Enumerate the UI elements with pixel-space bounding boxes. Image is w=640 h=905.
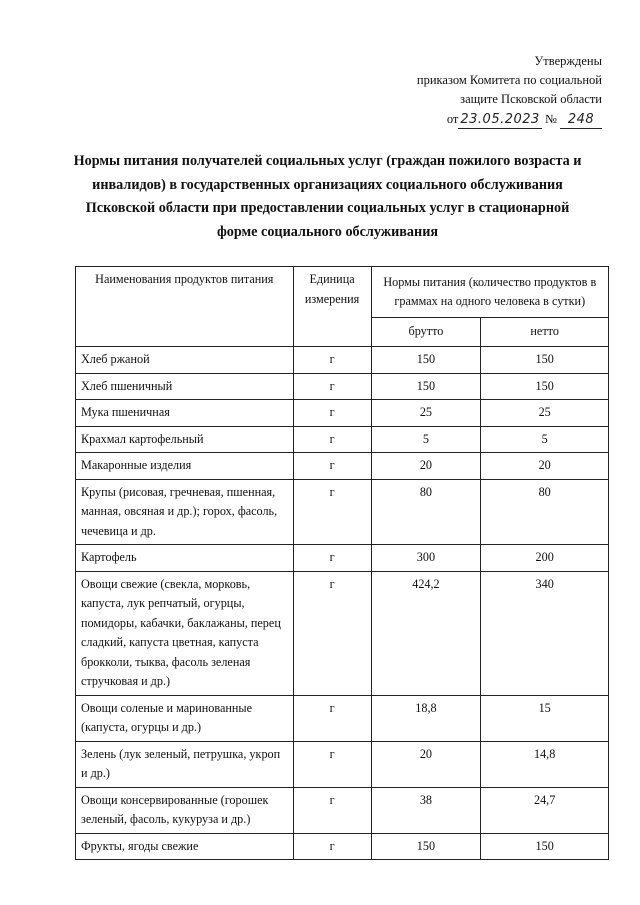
net-value-cell: 150 [481,833,609,860]
net-value-cell: 80 [481,479,609,545]
net-value-cell: 5 [481,426,609,453]
product-name-cell: Мука пшеничная [76,400,294,427]
net-value-cell: 15 [481,695,609,741]
approval-line-approved: Утверждены [534,54,602,68]
number-prefix: № [544,112,557,126]
product-name-cell: Овощи консервированные (горошек зеленый, фасоль, кукуруза и др.) [76,787,294,833]
net-value-cell: 20 [481,453,609,480]
net-value-cell: 24,7 [481,787,609,833]
approval-line-order: приказом Комитета по социальной [416,73,602,87]
gross-value-cell: 25 [371,400,481,427]
gross-value-cell: 424,2 [371,571,481,695]
product-name-cell: Овощи соленые и маринованные (капуста, огурцы и др.) [76,695,294,741]
table-header-row [76,267,609,318]
net-value-cell: 150 [481,347,609,374]
header-net: нетто [481,318,609,347]
table-row [76,545,609,572]
product-name-cell: Крупы (рисовая, гречневая, пшенная, манная, овсяная и др.); горох, фасоль, чечевица и др. [76,479,294,545]
handwritten-number: 248 [560,112,602,129]
product-name-cell: Хлеб ржаной [76,347,294,374]
product-name-cell: Картофель [76,545,294,572]
header-unit: Единица измерения [293,267,371,347]
gross-value-cell: 38 [371,787,481,833]
table-row [76,571,609,695]
product-name-cell: Макаронные изделия [76,453,294,480]
table-row [76,833,609,860]
table-row [76,453,609,480]
approval-block [417,52,602,129]
gross-value-cell: 80 [371,479,481,545]
header-gross: брутто [371,318,481,347]
gross-value-cell: 150 [371,833,481,860]
gross-value-cell: 18,8 [371,695,481,741]
document-title: Нормы питания получателей социальных услуг (граждан пожилого возраста и инвалидов) в государственных организациях социального обслуживания Псковской области при предоставлении социальных услуг в стационарной форме социального обслуживания [73,153,582,240]
unit-cell: г [293,545,371,572]
approval-date-line [417,110,602,129]
table-body [76,347,609,860]
product-name-cell: Хлеб пшеничный [76,373,294,400]
table-row [76,347,609,374]
product-name-cell: Фрукты, ягоды свежие [76,833,294,860]
unit-cell: г [293,695,371,741]
gross-value-cell: 20 [371,453,481,480]
unit-cell: г [293,833,371,860]
unit-cell: г [293,571,371,695]
date-prefix: от [446,112,459,126]
product-name-cell: Зелень (лук зеленый, петрушка, укроп и др.) [76,741,294,787]
header-product-name: Наименования продуктов питания [76,267,294,347]
unit-cell: г [293,400,371,427]
product-name-cell: Крахмал картофельный [76,426,294,453]
net-value-cell: 14,8 [481,741,609,787]
table-row [76,426,609,453]
unit-cell: г [293,479,371,545]
net-value-cell: 200 [481,545,609,572]
unit-cell: г [293,741,371,787]
unit-cell: г [293,347,371,374]
gross-value-cell: 300 [371,545,481,572]
table-row [76,787,609,833]
product-name-cell: Овощи свежие (свекла, морковь, капуста, лук репчатый, огурцы, помидоры, кабачки, баклажаны, перец сладкий, капуста цветная, капуста брокколи, тыква, фасоль зеленая стручковая и др.) [76,571,294,695]
net-value-cell: 25 [481,400,609,427]
table-row [76,373,609,400]
gross-value-cell: 20 [371,741,481,787]
net-value-cell: 340 [481,571,609,695]
approval-line-committee: защите Псковской области [460,92,602,106]
unit-cell: г [293,453,371,480]
unit-cell: г [293,426,371,453]
handwritten-date: 23.05.2023 [460,112,540,127]
table-row [76,741,609,787]
gross-value-cell: 150 [371,373,481,400]
net-value-cell: 150 [481,373,609,400]
table-row [76,479,609,545]
nutrition-norms-table [75,266,609,860]
table-row [76,695,609,741]
unit-cell: г [293,373,371,400]
gross-value-cell: 5 [371,426,481,453]
header-norms: Нормы питания (количество продуктов в граммах на одного человека в сутки) [371,267,608,318]
gross-value-cell: 150 [371,347,481,374]
unit-cell: г [293,787,371,833]
table-row [76,400,609,427]
